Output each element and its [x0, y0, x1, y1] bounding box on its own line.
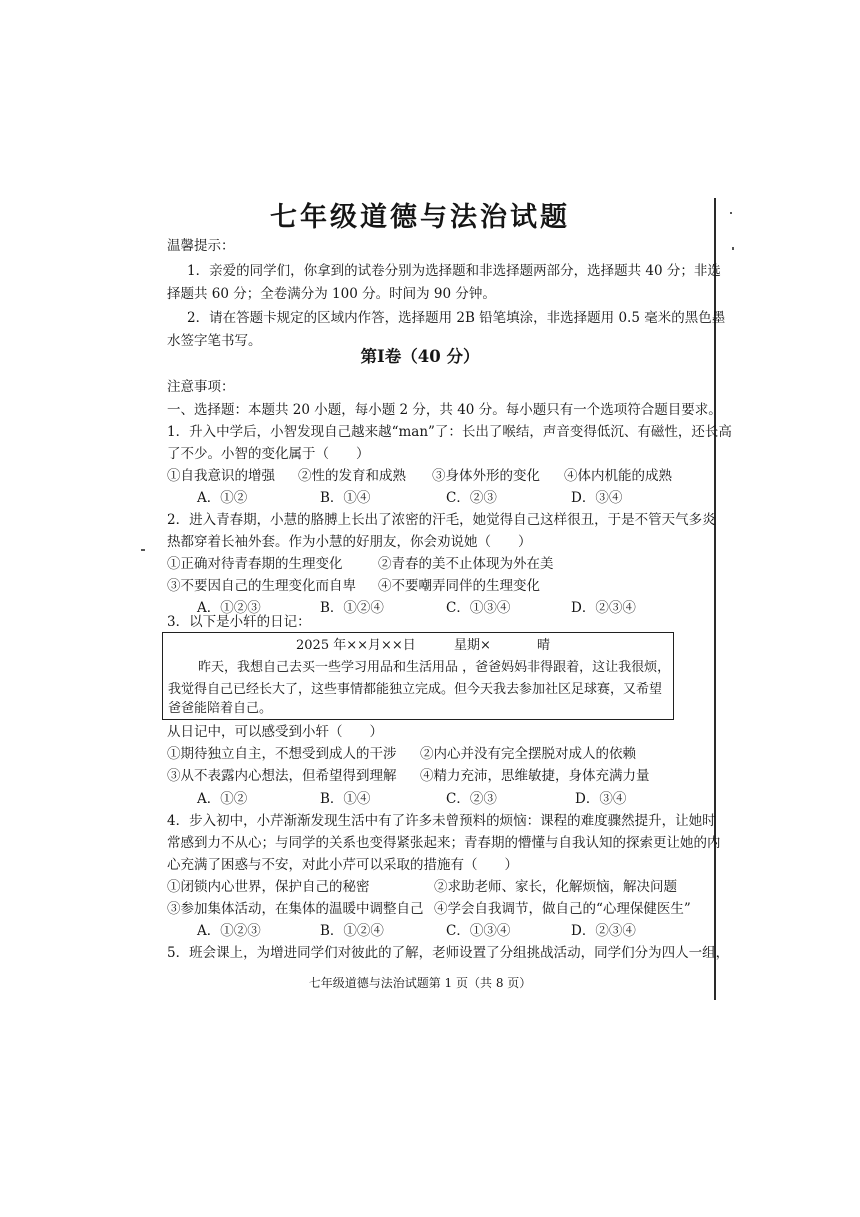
q1-statement-4: ④体内机能的成熟 — [564, 468, 672, 484]
tips-item-2-line-2: 水签字笔书写。 — [167, 333, 262, 349]
q2-statement-1: ①正确对待青春期的生理变化 — [167, 556, 343, 572]
notes-heading: 注意事项： — [167, 379, 235, 395]
q4-statement-3: ③参加集体活动，在集体的温暖中调整自己 — [167, 901, 424, 917]
q2-choice-c[interactable]: C．①③④ — [446, 600, 511, 616]
q3-choice-c[interactable]: C．②③ — [446, 791, 497, 807]
q1-choice-d[interactable]: D．③④ — [571, 490, 623, 506]
q3-choice-a[interactable]: A．①② — [197, 791, 248, 807]
scan-speck — [141, 549, 145, 551]
tips-heading: 温馨提示： — [167, 238, 235, 254]
q2-statement-4: ④不要嘲弄同伴的生理变化 — [378, 578, 540, 594]
q4-choice-b[interactable]: B．①②④ — [320, 923, 384, 939]
q2-choice-d[interactable]: D．②③④ — [571, 600, 636, 616]
tips-item-1-line-2: 择题共 60 分；全卷满分为 100 分。时间为 90 分钟。 — [167, 286, 496, 302]
q1-statement-2: ②性的发育和成熟 — [298, 468, 406, 484]
q2-choice-a[interactable]: A．①②③ — [197, 600, 261, 616]
q1-choice-a[interactable]: A．①② — [197, 490, 248, 506]
q1-stem-line-2: 了不少。小智的变化属于（ ） — [167, 446, 370, 462]
q4-stem-line-3: 心充满了困惑与不安，对此小芹可以采取的措施有（ ） — [167, 857, 518, 873]
q4-stem-line-2: 常感到力不从心；与同学的关系也变得紧张起来；青春期的懵懂与自我认知的探索更让她的内 — [167, 835, 721, 851]
tips-item-1-line-1: 1．亲爱的同学们，你拿到的试卷分别为选择题和非选择题两部分，选择题共 40 分；非选 — [187, 263, 721, 279]
q2-statement-2: ②青春的美不止体现为外在美 — [378, 556, 554, 572]
page-footer: 七年级道德与法治试题第 1 页（共 8 页） — [308, 976, 532, 990]
instructions: 一、选择题：本题共 20 小题，每小题 2 分，共 40 分。每小题只有一个选项符合题目要求。 — [167, 402, 722, 418]
q2-stem-line-1: 2．进入青春期，小慧的胳膊上长出了浓密的汗毛，她觉得自己这样很丑，于是不管天气多炎 — [167, 512, 716, 528]
q4-choice-a[interactable]: A．①②③ — [197, 923, 261, 939]
diary-weather: 晴 — [536, 638, 550, 653]
q2-stem-line-2: 热都穿着长袖外套。作为小慧的好朋友，你会劝说她（ ） — [167, 534, 532, 550]
q4-choice-c[interactable]: C．①③④ — [446, 923, 511, 939]
q3-stem-line-1: 3．以下是小轩的日记： — [167, 614, 311, 630]
exam-title: 七年级道德与法治试题 — [270, 202, 570, 233]
diary-header — [296, 637, 550, 655]
q4-choice-d[interactable]: D．②③④ — [571, 923, 636, 939]
q2-statement-3: ③不要因自己的生理变化而自卑 — [167, 578, 356, 594]
scan-speck — [732, 247, 734, 250]
diary-line-2: 我觉得自己已经长大了，这些事情都能独立完成。但今天我去参加社区足球赛，又希望 — [168, 682, 663, 697]
tips-item-2-line-1: 2．请在答题卡规定的区域内作答，选择题用 2B 铅笔填涂，非选择题用 0.5 毫米的黑色墨 — [187, 310, 726, 326]
diary-line-3: 爸爸能陪着自己。 — [168, 701, 273, 716]
q4-statement-1: ①闭锁内心世界，保护自己的秘密 — [167, 879, 370, 895]
q3-choice-b[interactable]: B．①④ — [320, 791, 371, 807]
diary-date: 2025 年××月××日 — [296, 638, 416, 653]
q2-choice-b[interactable]: B．①②④ — [320, 600, 384, 616]
q4-statement-2: ②求助老师、家长，化解烦恼，解决问题 — [434, 879, 677, 895]
q5-stem-line-1: 5．班会课上，为增进同学们对彼此的了解，老师设置了分组挑战活动，同学们分为四人一组， — [167, 945, 730, 961]
scan-speck — [730, 212, 732, 214]
q3-statement-2: ②内心并没有完全摆脱对成人的依赖 — [420, 746, 636, 762]
q1-statement-1: ①自我意识的增强 — [167, 468, 275, 484]
q3-statement-1: ①期待独立自主，不想受到成人的干涉 — [167, 746, 397, 762]
q3-statement-3: ③从不表露内心想法，但希望得到理解 — [167, 768, 397, 784]
q3-question: 从日记中，可以感受到小轩（ ） — [167, 724, 383, 740]
diary-weekday: 星期× — [453, 638, 491, 653]
section-title: 第Ⅰ卷（40 分） — [360, 347, 480, 366]
q3-statement-4: ④精力充沛，思维敏捷，身体充满力量 — [420, 768, 650, 784]
q1-statement-3: ③身体外形的变化 — [432, 468, 540, 484]
q1-choice-b[interactable]: B．①④ — [320, 490, 371, 506]
q1-stem-line-1: 1．升入中学后，小智发现自己越来越“man”了：长出了喉结，声音变得低沉、有磁性，还长高 — [167, 424, 732, 440]
q4-stem-line-1: 4．步入初中，小芹渐渐发现生活中有了许多未曾预料的烦恼：课程的难度骤然提升，让她时 — [167, 813, 716, 829]
q3-choice-d[interactable]: D．③④ — [575, 791, 627, 807]
q4-statement-4: ④学会自我调节，做自己的“心理保健医生” — [434, 901, 691, 917]
q1-choice-c[interactable]: C．②③ — [446, 490, 497, 506]
diary-line-1: 昨天，我想自己去买一些学习用品和生活用品 ，爸爸妈妈非得跟着，这让我很烦， — [198, 660, 671, 675]
